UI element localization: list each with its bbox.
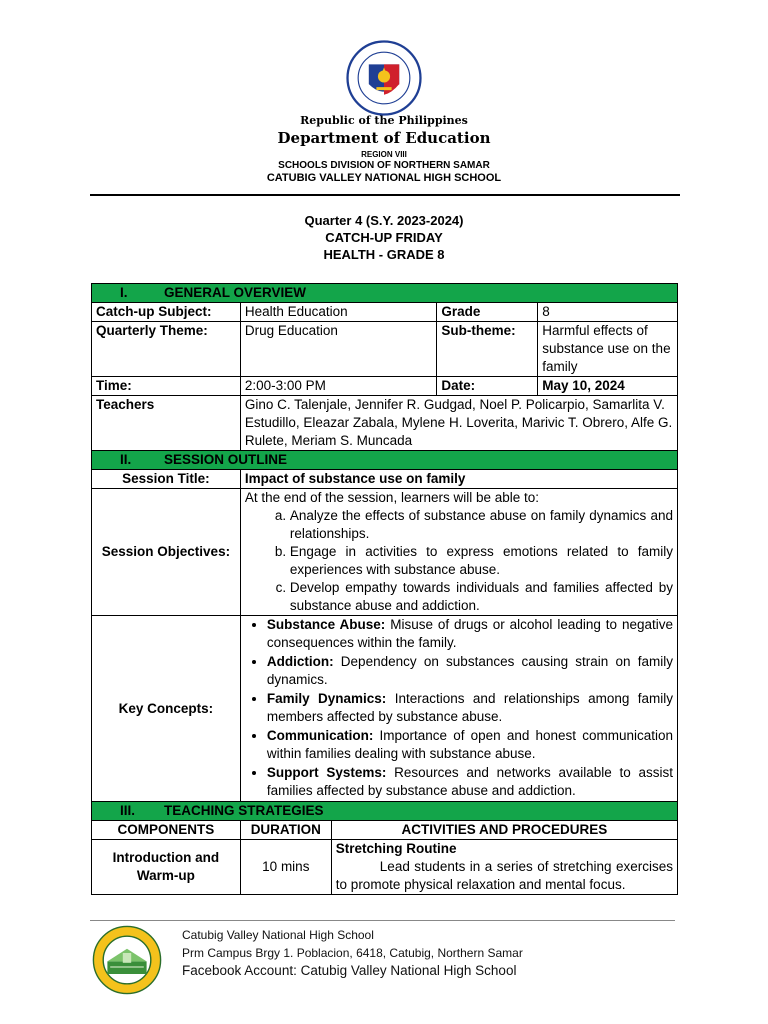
list-item	[267, 690, 673, 726]
components-header: COMPONENTS	[92, 821, 241, 840]
table-row	[92, 489, 678, 616]
section-title: GENERAL OVERVIEW	[164, 285, 307, 300]
table-row	[92, 396, 678, 451]
concept-term: Addiction:	[266, 654, 334, 669]
subtheme-value: Harmful effects of substance use on the family	[538, 322, 678, 377]
component-cell: Introduction and Warm-up	[92, 840, 241, 895]
list-item: c. Develop empathy towards individuals and families affected by substance abuse and addiction.	[290, 579, 673, 615]
subtheme-label: Sub-theme:	[437, 322, 538, 377]
deped-seal-icon	[346, 40, 422, 116]
session-title-label: Session Title:	[92, 470, 241, 489]
concept-term: Substance Abuse:	[266, 617, 386, 632]
section-number: III.	[120, 803, 136, 818]
table-row	[92, 303, 678, 322]
date-label: Date:	[437, 377, 538, 396]
time-value: 2:00-3:00 PM	[240, 377, 437, 396]
list-item	[267, 653, 673, 689]
activities-header: ACTIVITIES AND PROCEDURES	[331, 821, 677, 840]
grade-value: 8	[538, 303, 678, 322]
concept-text: Misuse of drugs or alcohol leading to negative consequences within the family.	[266, 617, 673, 650]
list-item: a. Analyze the effects of substance abuse on family dynamics and relationships.	[290, 507, 673, 543]
activity-cell	[331, 840, 677, 895]
subject-label: Catch-up Subject:	[92, 303, 241, 322]
table-row	[92, 377, 678, 396]
table-header-row	[92, 821, 678, 840]
section-number: I.	[120, 285, 128, 300]
grade-label: Grade	[437, 303, 538, 322]
concept-term: Family Dynamics:	[266, 691, 387, 706]
header-divider	[90, 194, 680, 196]
table-row	[92, 616, 678, 802]
concept-text: Resources and networks available to assist families affected by substance abuse and addiction.	[266, 765, 673, 798]
concept-text: Dependency on substances causing strain on family dynamics.	[266, 654, 673, 687]
duration-header: DURATION	[240, 821, 331, 840]
section-teaching-strategies	[92, 802, 678, 821]
section-title: SESSION OUTLINE	[164, 452, 288, 467]
time-label: Time:	[92, 377, 241, 396]
footer-divider	[90, 920, 675, 921]
department-name: Department of Education	[277, 129, 491, 147]
school-name: CATUBIG VALLEY NATIONAL HIGH SCHOOL	[266, 172, 502, 184]
duration-cell: 10 mins	[240, 840, 331, 895]
republic-text: Republic of the Philippines	[300, 114, 468, 127]
footer-info	[182, 926, 523, 980]
section-title: TEACHING STRATEGIES	[164, 803, 324, 818]
table-row	[92, 840, 678, 895]
letterhead	[0, 40, 768, 184]
activity-title: Stretching Routine	[335, 841, 457, 856]
school-logo-icon	[92, 925, 162, 995]
concept-term: Support Systems:	[266, 765, 387, 780]
objectives-intro: At the end of the session, learners will be able to:	[244, 490, 540, 505]
concept-term: Communication:	[266, 728, 374, 743]
division-text: SCHOOLS DIVISION OF NORTHERN SAMAR	[278, 160, 490, 171]
program-title: CATCH-UP FRIDAY	[325, 230, 443, 245]
list-item	[267, 727, 673, 763]
session-title-value: Impact of substance use on family	[240, 470, 677, 489]
concept-text: Interactions and relationships among family members affected by substance abuse.	[266, 691, 674, 724]
quarter-title: Quarter 4 (S.Y. 2023-2024)	[304, 213, 464, 228]
footer-address: Prm Campus Brgy 1. Poblacion, 6418, Catubig, Northern Samar	[182, 946, 523, 960]
footer-facebook: Facebook Account: Catubig Valley National High School	[182, 963, 517, 978]
objectives-label	[92, 489, 241, 616]
list-item: b. Engage in activities to express emotions related to family experiences with substance abuse.	[290, 543, 673, 579]
concept-text: Importance of open and honest communication within families dealing with substance abuse.	[266, 728, 673, 761]
region-text: REGION VIII	[361, 150, 407, 159]
date-value: May 10, 2024	[538, 377, 678, 396]
subject-value: Health Education	[240, 303, 437, 322]
section-general-overview	[92, 284, 678, 303]
list-item	[267, 764, 673, 800]
objectives-list	[245, 507, 673, 615]
table-row	[92, 470, 678, 489]
theme-value: Drug Education	[240, 322, 437, 377]
objectives-label-text: Session Objectives:	[101, 544, 231, 559]
concepts-cell	[240, 616, 677, 802]
section-number: II.	[120, 452, 132, 467]
teachers-value: Gino C. Talenjale, Jennifer R. Gudgad, Noel P. Policarpio, Samarlita V. Estudillo, Eleazar Zabala, Mylene H. Loverita, Marivic T. Obrero, Alfe G. Rulete, Meriam S. Muncada	[240, 396, 677, 451]
list-item	[267, 616, 673, 652]
teachers-label: Teachers	[92, 396, 241, 451]
concepts-list	[245, 616, 673, 800]
activity-text: Lead students in a series of stretching exercises to promote physical relaxation and mental focus.	[335, 859, 673, 892]
document-titles	[0, 212, 768, 263]
lesson-plan-table	[91, 283, 678, 895]
table-row	[92, 322, 678, 377]
objectives-cell	[240, 489, 677, 616]
footer-school: Catubig Valley National High School	[182, 928, 374, 942]
section-session-outline	[92, 451, 678, 470]
concepts-label: Key Concepts:	[92, 616, 241, 802]
theme-label: Quarterly Theme:	[92, 322, 241, 377]
subject-title: HEALTH - GRADE 8	[323, 247, 445, 262]
